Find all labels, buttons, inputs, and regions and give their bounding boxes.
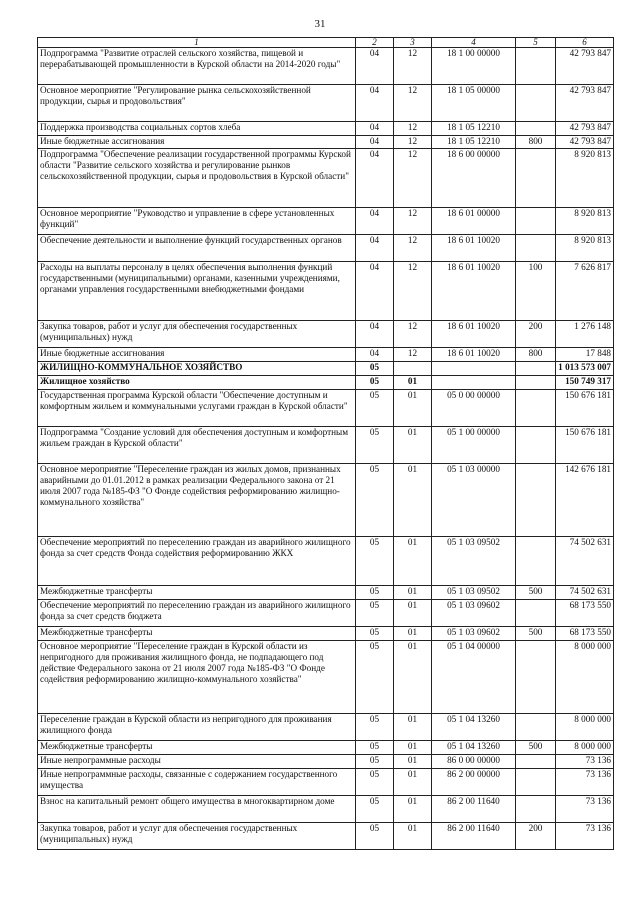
row-target-article: 18 6 01 00000 [432, 208, 516, 235]
row-section: 04 [356, 136, 394, 149]
row-name: Обеспечение мероприятий по переселению граждан из аварийного жилищного фонда за счет средств бюджета [38, 600, 356, 627]
row-subsection: 12 [394, 235, 432, 262]
row-target-article: 05 1 03 09502 [432, 537, 516, 586]
row-amount: 150 749 317 [556, 376, 614, 390]
budget-table [37, 37, 614, 850]
row-section: 05 [356, 427, 394, 464]
row-section: 05 [356, 390, 394, 427]
row-amount: 17 848 [556, 348, 614, 362]
table-row [38, 823, 614, 850]
row-amount: 74 502 631 [556, 586, 614, 600]
row-expense-type [516, 390, 556, 427]
row-subsection: 01 [394, 427, 432, 464]
row-section: 05 [356, 627, 394, 641]
row-target-article: 05 1 04 13260 [432, 741, 516, 755]
row-section: 04 [356, 262, 394, 321]
row-subsection: 12 [394, 48, 432, 85]
row-amount: 8 000 000 [556, 741, 614, 755]
header-expense-type: 5 [516, 38, 556, 48]
row-amount: 73 136 [556, 755, 614, 769]
row-target-article: 18 1 00 00000 [432, 48, 516, 85]
row-subsection: 01 [394, 537, 432, 586]
row-subsection: 12 [394, 262, 432, 321]
row-name: Иные непрограммные расходы, связанные с содержанием государственного имущества [38, 769, 356, 796]
row-expense-type [516, 714, 556, 741]
row-subsection: 12 [394, 348, 432, 362]
row-section: 04 [356, 348, 394, 362]
table-row [38, 85, 614, 122]
header-subsection: 3 [394, 38, 432, 48]
row-expense-type: 500 [516, 586, 556, 600]
row-target-article: 18 1 05 00000 [432, 85, 516, 122]
row-section: 04 [356, 48, 394, 85]
table-row [38, 464, 614, 537]
row-section: 05 [356, 600, 394, 627]
row-subsection: 01 [394, 823, 432, 850]
row-subsection: 01 [394, 464, 432, 537]
row-subsection: 01 [394, 714, 432, 741]
row-name: Взнос на капитальный ремонт общего имущества в многоквартирном доме [38, 796, 356, 823]
row-subsection: 01 [394, 796, 432, 823]
table-row [38, 390, 614, 427]
row-section: 04 [356, 122, 394, 136]
row-name: Государственная программа Курской области "Обеспечение доступным и комфортным жильем и коммунальными услугами граждан в Курской области" [38, 390, 356, 427]
row-expense-type [516, 85, 556, 122]
row-expense-type: 500 [516, 741, 556, 755]
row-name: Обеспечение мероприятий по переселению граждан из аварийного жилищного фонда за счет средств Фонда содействия реформированию ЖКХ [38, 537, 356, 586]
table-row [38, 586, 614, 600]
row-target-article: 18 6 01 10020 [432, 235, 516, 262]
row-subsection: 01 [394, 741, 432, 755]
page-number: 31 [314, 18, 326, 30]
table-row [38, 600, 614, 627]
row-subsection: 01 [394, 641, 432, 714]
row-subsection [394, 362, 432, 376]
row-section: 04 [356, 149, 394, 208]
row-expense-type: 800 [516, 348, 556, 362]
row-name: Жилищное хозяйство [38, 376, 356, 390]
row-target-article: 05 0 00 00000 [432, 390, 516, 427]
table-row [38, 641, 614, 714]
row-expense-type [516, 796, 556, 823]
row-amount: 8 000 000 [556, 714, 614, 741]
table-row [38, 136, 614, 149]
row-target-article: 05 1 03 00000 [432, 464, 516, 537]
row-target-article [432, 362, 516, 376]
row-expense-type [516, 769, 556, 796]
row-target-article: 05 1 03 09502 [432, 586, 516, 600]
row-amount: 74 502 631 [556, 537, 614, 586]
row-name: Межбюджетные трансферты [38, 741, 356, 755]
row-name: ЖИЛИЩНО-КОММУНАЛЬНОЕ ХОЗЯЙСТВО [38, 362, 356, 376]
row-section: 04 [356, 208, 394, 235]
row-subsection: 12 [394, 85, 432, 122]
row-section: 04 [356, 85, 394, 122]
row-section: 05 [356, 376, 394, 390]
row-subsection: 01 [394, 755, 432, 769]
row-name: Подпрограмма "Обеспечение реализации государственной программы Курской области "Развитие сельского хозяйства и регулирование рынков сельскохозяйственной продукции, сырья и продовольствия в Курской области" [38, 149, 356, 208]
header-row [38, 38, 614, 48]
row-name: Иные бюджетные ассигнования [38, 348, 356, 362]
row-amount: 1 276 148 [556, 321, 614, 348]
row-name: Основное мероприятие "Переселение граждан в Курской области из непригодного для проживания жилищного фонда, не подпадающего под действие Федерального закона от 21 июля 2007 года №185-ФЗ "О Фонде содействия реформированию жилищно-коммунального хозяйства" [38, 641, 356, 714]
table-row [38, 755, 614, 769]
table-row [38, 321, 614, 348]
row-target-article: 05 1 04 13260 [432, 714, 516, 741]
row-section: 04 [356, 235, 394, 262]
row-subsection: 01 [394, 376, 432, 390]
row-subsection: 01 [394, 586, 432, 600]
row-subsection: 01 [394, 769, 432, 796]
row-amount: 8 920 813 [556, 208, 614, 235]
row-section: 05 [356, 796, 394, 823]
row-amount: 42 793 847 [556, 85, 614, 122]
row-name: Обеспечение деятельности и выполнение функций государственных органов [38, 235, 356, 262]
table-row [38, 235, 614, 262]
row-name: Основное мероприятие "Руководство и управление в сфере установленных функций" [38, 208, 356, 235]
row-section: 05 [356, 537, 394, 586]
row-target-article: 05 1 04 00000 [432, 641, 516, 714]
row-name: Расходы на выплаты персоналу в целях обеспечения выполнения функций государственными (муниципальными) органами, казенными учреждениями, органами управления государственными внебюджетными фондами [38, 262, 356, 321]
table-row [38, 262, 614, 321]
row-amount: 73 136 [556, 769, 614, 796]
row-section: 05 [356, 741, 394, 755]
row-section: 05 [356, 769, 394, 796]
row-target-article: 18 1 05 12210 [432, 136, 516, 149]
table-row [38, 427, 614, 464]
row-target-article: 05 1 03 09602 [432, 627, 516, 641]
row-expense-type [516, 235, 556, 262]
row-section: 05 [356, 586, 394, 600]
row-section: 05 [356, 755, 394, 769]
row-name: Подпрограмма "Развитие отраслей сельского хозяйства, пищевой и перерабатывающей промышленности в Курской области на 2014-2020 годы" [38, 48, 356, 85]
row-name: Закупка товаров, работ и услуг для обеспечения государственных (муниципальных) нужд [38, 321, 356, 348]
row-target-article: 18 6 00 00000 [432, 149, 516, 208]
row-amount: 42 793 847 [556, 122, 614, 136]
row-subsection: 12 [394, 136, 432, 149]
table-row [38, 208, 614, 235]
row-name: Закупка товаров, работ и услуг для обеспечения государственных (муниципальных) нужд [38, 823, 356, 850]
row-name: Иные бюджетные ассигнования [38, 136, 356, 149]
row-target-article: 05 1 00 00000 [432, 427, 516, 464]
row-subsection: 01 [394, 390, 432, 427]
row-amount: 8 920 813 [556, 149, 614, 208]
row-target-article: 86 2 00 11640 [432, 796, 516, 823]
row-subsection: 01 [394, 627, 432, 641]
row-amount: 142 676 181 [556, 464, 614, 537]
row-target-article: 86 0 00 00000 [432, 755, 516, 769]
table-row [38, 122, 614, 136]
row-subsection: 12 [394, 149, 432, 208]
header-amount: 6 [556, 38, 614, 48]
table-row [38, 537, 614, 586]
table-row [38, 741, 614, 755]
row-section: 05 [356, 362, 394, 376]
row-amount: 68 173 550 [556, 627, 614, 641]
row-expense-type [516, 149, 556, 208]
row-expense-type [516, 362, 556, 376]
row-expense-type [516, 427, 556, 464]
row-target-article [432, 376, 516, 390]
row-expense-type: 200 [516, 321, 556, 348]
table-row [38, 376, 614, 390]
table-row [38, 627, 614, 641]
row-amount: 8 000 000 [556, 641, 614, 714]
row-name: Основное мероприятие "Переселение граждан из жилых домов, признанных аварийными до 01.01.2012 в рамках реализации Федерального закона от 21 июля 2007 года №185-ФЗ "О Фонде содействия реформированию жилищно-коммунального хозяйства" [38, 464, 356, 537]
row-amount: 73 136 [556, 823, 614, 850]
row-section: 05 [356, 464, 394, 537]
row-subsection: 01 [394, 600, 432, 627]
row-expense-type: 800 [516, 136, 556, 149]
row-target-article: 18 6 01 10020 [432, 348, 516, 362]
table-row [38, 362, 614, 376]
table-row [38, 48, 614, 85]
row-amount: 1 013 573 007 [556, 362, 614, 376]
row-section: 05 [356, 641, 394, 714]
row-expense-type: 500 [516, 627, 556, 641]
row-name: Основное мероприятие "Регулирование рынка сельскохозяйственной продукции, сырья и продовольствия" [38, 85, 356, 122]
row-amount: 150 676 181 [556, 390, 614, 427]
row-expense-type [516, 48, 556, 85]
row-expense-type: 100 [516, 262, 556, 321]
row-expense-type [516, 600, 556, 627]
table-row [38, 149, 614, 208]
row-amount: 7 626 817 [556, 262, 614, 321]
row-amount: 73 136 [556, 796, 614, 823]
row-expense-type [516, 376, 556, 390]
row-name: Межбюджетные трансферты [38, 586, 356, 600]
row-name: Переселение граждан в Курской области из непригодного для проживания жилищного фонда [38, 714, 356, 741]
row-amount: 8 920 813 [556, 235, 614, 262]
table-row [38, 796, 614, 823]
row-target-article: 05 1 03 09602 [432, 600, 516, 627]
row-expense-type [516, 641, 556, 714]
table-row [38, 714, 614, 741]
row-expense-type [516, 122, 556, 136]
row-expense-type [516, 464, 556, 537]
row-amount: 42 793 847 [556, 136, 614, 149]
row-section: 05 [356, 823, 394, 850]
row-name: Поддержка производства социальных сортов хлеба [38, 122, 356, 136]
row-target-article: 18 6 01 10020 [432, 321, 516, 348]
row-name: Подпрограмма "Создание условий для обеспечения доступным и комфортным жильем граждан в Курской области" [38, 427, 356, 464]
header-name: 1 [38, 38, 356, 48]
row-target-article: 18 1 05 12210 [432, 122, 516, 136]
row-expense-type [516, 208, 556, 235]
header-section: 2 [356, 38, 394, 48]
row-name: Межбюджетные трансферты [38, 627, 356, 641]
table-row [38, 348, 614, 362]
row-expense-type [516, 537, 556, 586]
row-amount: 68 173 550 [556, 600, 614, 627]
table-row [38, 769, 614, 796]
row-section: 04 [356, 321, 394, 348]
row-target-article: 18 6 01 10020 [432, 262, 516, 321]
row-name: Иные непрограммные расходы [38, 755, 356, 769]
row-subsection: 12 [394, 321, 432, 348]
header-target-article: 4 [432, 38, 516, 48]
row-target-article: 86 2 00 11640 [432, 823, 516, 850]
row-subsection: 12 [394, 122, 432, 136]
row-target-article: 86 2 00 00000 [432, 769, 516, 796]
row-expense-type [516, 755, 556, 769]
row-subsection: 12 [394, 208, 432, 235]
row-expense-type: 200 [516, 823, 556, 850]
row-amount: 150 676 181 [556, 427, 614, 464]
row-amount: 42 793 847 [556, 48, 614, 85]
row-section: 05 [356, 714, 394, 741]
